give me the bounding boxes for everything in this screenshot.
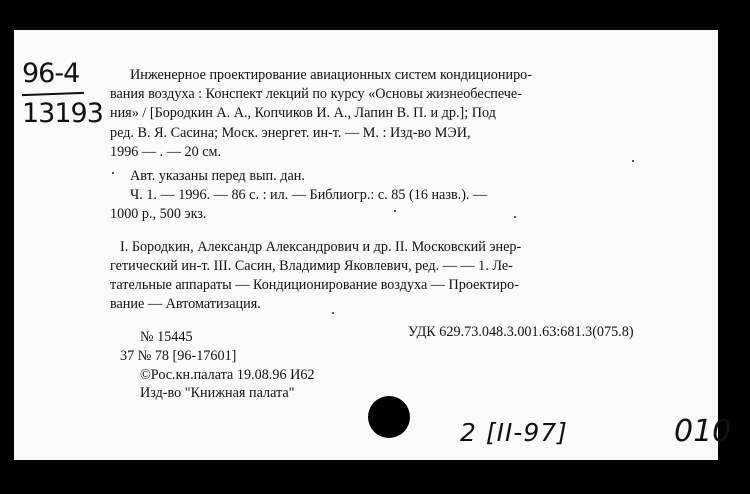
record-number: № 15445: [140, 329, 193, 345]
card-line-2: вания воздуха : Конспект лекций по курсу «Основы жизнеобеспече-: [110, 86, 522, 102]
card-line-4: ред. В. Я. Сасина; Моск. энергет. ин-т. — М. : Изд-во МЭИ,: [110, 125, 471, 141]
udc-code: УДК 629.73.048.3.001.63:681.3(075.8): [408, 324, 634, 340]
handwritten-bottom-right: 010: [674, 414, 732, 449]
punch-hole: [368, 396, 410, 438]
card-line-11: тательные аппараты — Кондиционирование воздуха — Проектиро-: [110, 277, 519, 293]
speck: [514, 216, 516, 218]
card-line-6: Авт. указаны перед вып. дан.: [130, 168, 305, 184]
registration-number: 37 № 78 [96-17601]: [120, 348, 237, 364]
handwritten-shelfmark: 96-4: [22, 58, 80, 89]
card-line-8: 1000 р., 500 экз.: [110, 206, 207, 222]
handwritten-underline: [22, 92, 84, 96]
card-line-10: гетический ин-т. III. Сасин, Владимир Яковлевич, ред. — — 1. Ле-: [110, 258, 513, 274]
publisher-line: Изд-во "Книжная палата": [140, 385, 295, 401]
card-line-7: Ч. 1. — 1996. — 86 с. : ил. — Библиогр.: с. 85 (16 назв.). —: [130, 187, 488, 203]
card-line-3: ния» / [Бородкин А. А., Копчиков И. А., Лапин В. П. и др.]; Под: [110, 105, 496, 121]
catalog-card: [14, 30, 732, 460]
card-line-5: 1996 — . — 20 см.: [110, 144, 222, 160]
book-chamber-line: ©Рос.кн.палата 19.08.96 И62: [140, 367, 315, 383]
handwritten-bottom-mark: 2 [II-97]: [460, 418, 568, 447]
handwritten-number: 13193: [22, 98, 103, 129]
speck: [332, 312, 334, 314]
speck: [112, 172, 114, 174]
speck: [632, 160, 634, 162]
card-line-1: Инженерное проектирование авиационных систем кондициониро-: [130, 67, 532, 83]
speck: [394, 210, 396, 212]
card-line-12: вание — Автоматизация.: [110, 296, 261, 312]
card-line-9: I. Бородкин, Александр Александрович и др. II. Московский энер-: [120, 239, 522, 255]
